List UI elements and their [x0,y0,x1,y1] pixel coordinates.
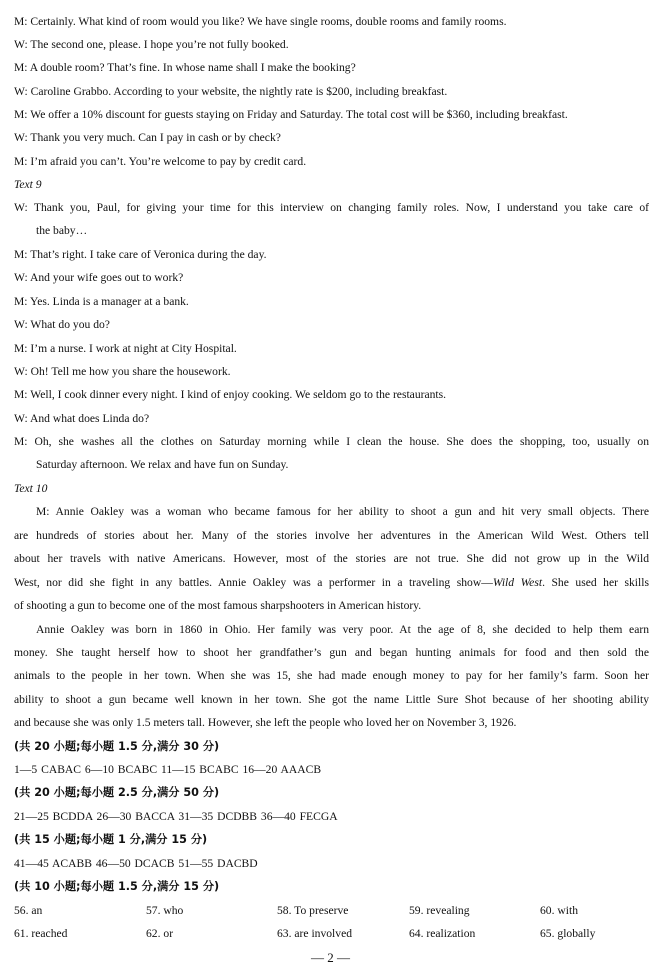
fill-answer: 56. an [14,904,43,917]
fill-answers-row [14,904,649,918]
dialogue-line: M: That’s right. I take care of Veronica during the day. [14,248,267,261]
passage-line: are hundreds of stories about her. Many of the stories involve her adventures in the American Wild West. Others tell [14,529,649,542]
dialogue-line: M: Yes. Linda is a manager at a bank. [14,295,189,308]
fill-answer: 64. realization [409,927,476,940]
section-heading: (共 10 小题;每小题 1.5 分,满分 15 分) [14,880,220,893]
text9-heading: Text 9 [14,178,42,191]
dialogue-line: W: And your wife goes out to work? [14,271,184,284]
dialogue-line: W: Thank you very much. Can I pay in cash or by check? [14,131,281,144]
show-title: Wild West [492,576,543,589]
dialogue-line: M: We offer a 10% discount for guests staying on Friday and Saturday. The total cost will be $360, including breakfast. [14,108,568,121]
dialogue-line: M: Oh, she washes all the clothes on Saturday morning while I clean the house. She does the shopping, too, usually on [14,435,649,448]
fill-answer: 57. who [146,904,184,917]
dialogue-line: M: I’m afraid you can’t. You’re welcome to pay by credit card. [14,155,307,168]
dialogue-line: Saturday afternoon. We relax and have fun on Sunday. [36,458,289,471]
passage-line: ability to shoot a gun became well known in her town. She got the name Little Sure Shot because of her shooting ability [14,693,649,706]
passage-line [14,576,649,590]
answer-line: 21—25 BCDDA 26—30 BACCA 31—35 DCDBB 36—40 FECGA [14,810,338,823]
passage-text: West, nor did she fight in any battles. Annie Oakley was a performer in a traveling show— [14,576,493,589]
passage-line: of shooting a gun to become one of the most famous sharpshooters in American history. [14,599,422,612]
fill-answer: 58. To preserve [277,904,349,917]
dialogue-line: M: A double room? That’s fine. In whose name shall I make the booking? [14,61,356,74]
passage-line: M: Annie Oakley was a woman who became famous for her ability to shoot a gun and hit very small objects. There [36,505,649,518]
fill-answer: 59. revealing [409,904,470,917]
section-heading: (共 15 小题;每小题 1 分,满分 15 分) [14,833,208,846]
dialogue-line: M: I’m a nurse. I work at night at City Hospital. [14,342,237,355]
dialogue-line: W: And what does Linda do? [14,412,150,425]
fill-answer: 62. or [146,927,174,940]
dialogue-line: W: Thank you, Paul, for giving your time for this interview on changing family roles. Now, I understand you take care of [14,201,649,214]
text10-heading: Text 10 [14,482,48,495]
dialogue-line: W: The second one, please. I hope you’re not fully booked. [14,38,289,51]
passage-line: animals to the people in her town. When she was 15, she had made enough money to pay for her family’s farm. Soon her [14,669,649,682]
section-heading: (共 20 小题;每小题 2.5 分,满分 50 分) [14,786,220,799]
fill-answer: 63. are involved [277,927,353,940]
dialogue-line: W: Caroline Grabbo. According to your website, the nightly rate is $200, including breakfast. [14,85,448,98]
dialogue-line: W: What do you do? [14,318,110,331]
fill-answers-row [14,927,649,941]
dialogue-line: M: Well, I cook dinner every night. I kind of enjoy cooking. We seldom go to the restaurants. [14,388,447,401]
passage-line: and because she was only 1.5 meters tall. However, she left the people who loved her on November 3, 1926. [14,716,517,729]
dialogue-line: W: Oh! Tell me how you share the housework. [14,365,231,378]
passage-line: Annie Oakley was born in 1860 in Ohio. Her family was very poor. At the age of 8, she decided to help them earn [36,623,649,636]
dialogue-line: the baby… [36,224,88,237]
answer-line: 41—45 ACABB 46—50 DCACB 51—55 DACBD [14,857,258,870]
dialogue-line: M: Certainly. What kind of room would you like? We have single rooms, double rooms and family rooms. [14,15,507,28]
fill-answer: 60. with [540,904,579,917]
section-heading: (共 20 小题;每小题 1.5 分,满分 30 分) [14,740,220,753]
fill-answer: 65. globally [540,927,596,940]
passage-line: about her travels with native Americans. However, most of the stories are not true. She did not grow up in the Wild [14,552,649,565]
answer-line: 1—5 CABAC 6—10 BCABC 11—15 BCABC 16—20 AAACB [14,763,322,776]
page-number: — 2 — [311,950,350,965]
fill-answer: 61. reached [14,927,68,940]
passage-text: . She used her skills [542,576,649,589]
passage-line: money. She taught herself how to shoot her grandfather’s gun and began hunting animals for food and then sold the [14,646,649,659]
